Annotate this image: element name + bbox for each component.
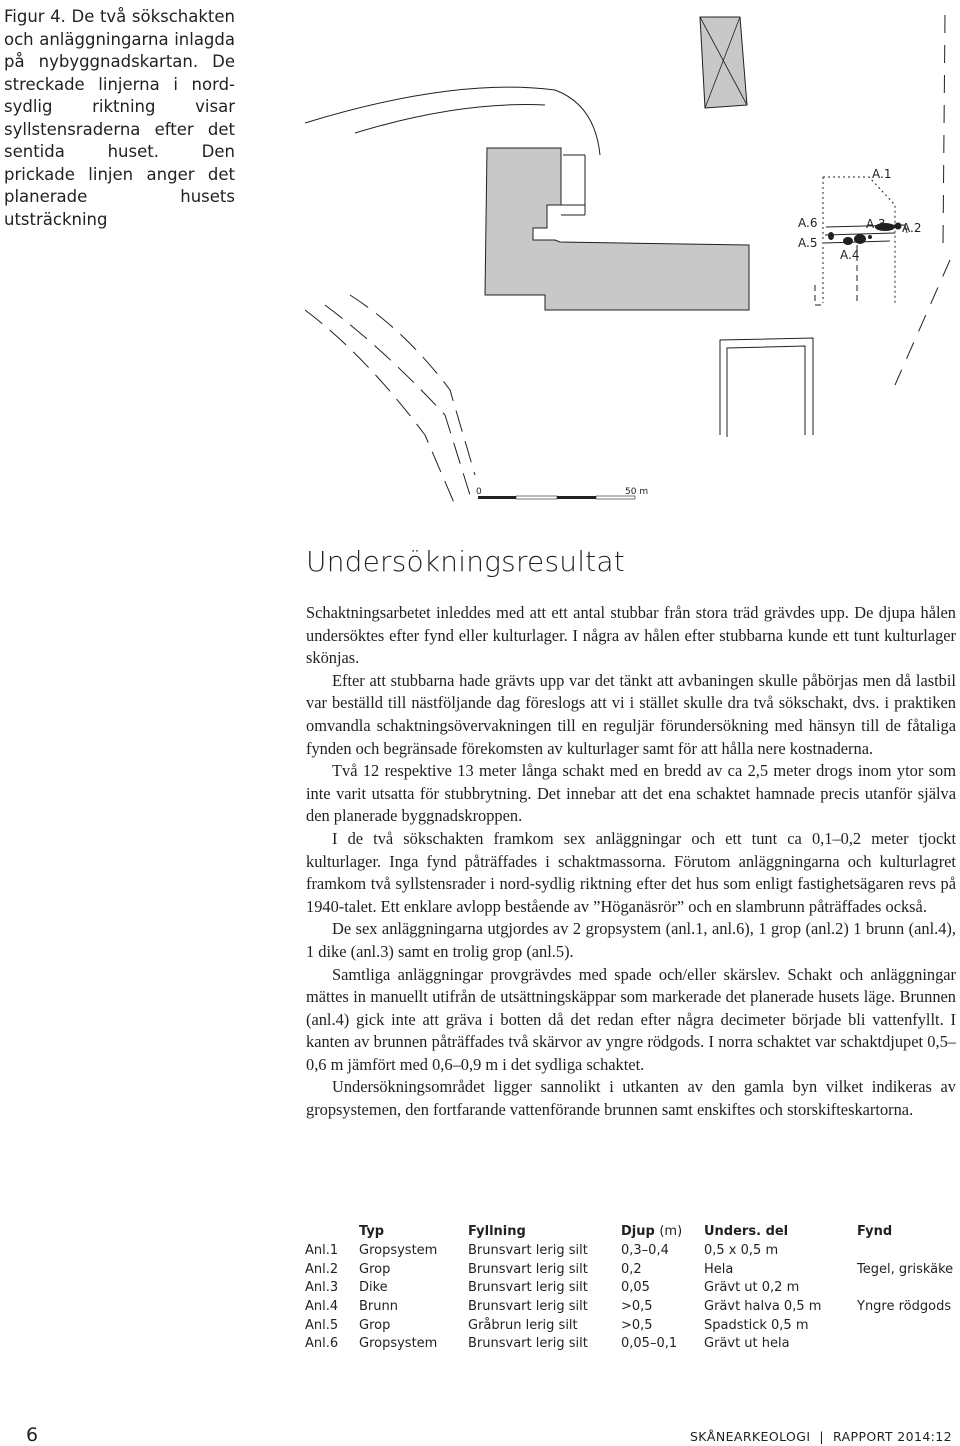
cell-typ: Brunn <box>359 1298 398 1314</box>
paragraph: Två 12 respektive 13 meter långa schakt med en bredd av ca 2,5 meter drogs inom ytor som inte varit utsatta för stubbrytning. Det innebar att det ena schaktet hamnade precis utanför själva den planerade byggnadskroppen. <box>306 761 956 826</box>
cell-unders: Hela <box>704 1261 734 1277</box>
header-unders-a: Unders. <box>704 1223 762 1239</box>
features-table <box>305 1221 957 1353</box>
scale-bar <box>476 487 648 499</box>
report-id: RAPPORT 2014:12 <box>833 1429 952 1444</box>
map-road-curve <box>305 87 600 155</box>
table-row <box>305 1241 957 1260</box>
label-a2: A.2 <box>902 221 922 235</box>
map-dashed-lines <box>895 15 950 385</box>
cell-fynd: Yngre rödgods <box>857 1298 952 1314</box>
cell-djup: 0,05 <box>621 1280 650 1296</box>
cell-fyllning: Brunsvart lerig silt <box>468 1298 588 1314</box>
cell-djup: >0,5 <box>621 1298 653 1314</box>
cell-typ: Gropsystem <box>359 1336 438 1352</box>
cell-typ: Gropsystem <box>359 1242 438 1258</box>
cell-unders: Spadstick 0,5 m <box>704 1317 809 1333</box>
paragraph: Efter att stubbarna hade grävts upp var det tänkt att avbaningen skulle påbörjas men då lastbil var beställd till nästföljande dag föreslogs att vi i stället skulle dra två sökschakt, dvs. i praktiken omvandla schaktningsövervakningen till en reguljär förundersökning med hänsyn till de fåtaliga fynden och begränsade förekomsten av kulturlager samt för att hålla nere kostnaderna. <box>306 670 956 758</box>
paragraph: Undersökningsområdet ligger sannolikt i utkanten av den gamla byn vilket indikeras av gropsystemen, den fortfarande vattenförande brunnen samt enskiftes och storskifteskartorna. <box>306 1077 956 1120</box>
figure-caption: Figur 4. De två sökschakten och anläggningarna inlagda på nybyggnadskartan. De streckade linjerna i nord-sydlig riktning visar syllstensraderna efter det sentida huset. Den prickade linjen anger det planerade husets utsträckning <box>4 7 235 229</box>
table-row <box>305 1260 957 1279</box>
header-djup <box>621 1221 704 1241</box>
header-typ: Typ <box>359 1223 385 1239</box>
label-a4: A.4 <box>840 248 860 262</box>
cell-fynd <box>857 1316 957 1335</box>
cell-id: Anl.1 <box>305 1242 339 1258</box>
header-id <box>305 1221 359 1241</box>
label-a6: A.6 <box>798 216 818 230</box>
cell-djup: 0,3–0,4 <box>621 1242 669 1258</box>
header-fyllning: Fyllning <box>468 1223 526 1239</box>
cell-unders: 0,5 x 0,5 m <box>704 1242 779 1258</box>
table-header-row <box>305 1221 957 1241</box>
cell-fyllning: Brunsvart lerig silt <box>468 1261 588 1277</box>
table-row <box>305 1297 957 1316</box>
label-a5: A.5 <box>798 236 818 250</box>
table-row <box>305 1316 957 1335</box>
site-map <box>295 5 960 515</box>
label-a3: A.3 <box>866 217 886 231</box>
cell-fynd <box>857 1278 957 1297</box>
cell-djup: 0,2 <box>621 1261 642 1277</box>
cell-id: Anl.2 <box>305 1261 339 1277</box>
cell-fynd <box>857 1241 957 1260</box>
cell-djup: 0,05–0,1 <box>621 1336 678 1352</box>
page-number: 6 <box>26 1424 39 1446</box>
paragraph: I de två sökschakten framkom sex anläggningar och ett tunt ca 0,1–0,2 meter tjockt kulturlager. Inga fynd påträffades i schaktmassorna. Förutom anläggningarna och kulturlagret framkom två syllstensrader i nord-sydlig riktning efter det hus som enligt fastighetsägaren revs på 1940-talet. Ett enklare avlopp bestående av ”Höganäsrör” och en slambrunn påträffades också. <box>306 828 956 916</box>
cell-unders: Grävt ut hela <box>704 1336 790 1352</box>
table-row <box>305 1334 957 1353</box>
cell-djup: >0,5 <box>621 1317 653 1333</box>
body-text <box>306 602 956 1122</box>
cell-fyllning: Brunsvart lerig silt <box>468 1280 588 1296</box>
scale-start-label: 0 <box>476 487 482 497</box>
cell-id: Anl.5 <box>305 1317 339 1333</box>
cell-unders: Grävt ut 0,2 m <box>704 1280 800 1296</box>
cell-fyllning: Brunsvart lerig silt <box>468 1242 588 1258</box>
paragraph: Samtliga anläggningar provgrävdes med spade och/eller skärslev. Schakt och anläggningar mättes in manuellt utifrån de utsättningskäppar som markerade det planerade husets läge. Brunnen (anl.4) gick inte att gräva i botten då det redan efter några decimeter började bli vattenfyllt. I kanten av brunnen påträffades två skärvor av yngre rödgods. I norra schaktet var schaktdjupet 0,5–0,6 m jämfört med 0,6–0,9 m i det sydliga schaktet. <box>306 964 956 1074</box>
cell-id: Anl.4 <box>305 1298 339 1314</box>
cell-unders: Grävt halva 0,5 m <box>704 1298 822 1314</box>
header-unders <box>704 1221 857 1241</box>
header-unders-b: del <box>765 1223 789 1239</box>
map-building-south <box>720 338 813 437</box>
map-building-north <box>700 17 747 108</box>
publisher-name: SKÅNEARKEOLOGI <box>689 1429 811 1444</box>
cell-typ: Dike <box>359 1280 388 1296</box>
cell-fyllning: Gråbrun lerig silt <box>468 1317 578 1333</box>
header-fynd: Fynd <box>857 1223 893 1239</box>
footer-separator: | <box>819 1429 825 1444</box>
header-djup-label: Djup <box>621 1223 655 1239</box>
cell-id: Anl.6 <box>305 1336 339 1352</box>
paragraph: Schaktningsarbetet inleddes med att ett antal stubbar från stora träd grävdes upp. De djupa hålen undersöktes efter fynd eller kulturlager. I några av hålen efter stubbarna kunde ett tunt kulturlager skönjas. <box>306 603 956 668</box>
cell-typ: Grop <box>359 1261 391 1277</box>
map-building-main <box>485 148 749 310</box>
paragraph: De sex anläggningarna utgjordes av 2 gropsystem (anl.1, anl.6), 1 grop (anl.2) 1 brunn (anl.4), 1 dike (anl.3) samt en trolig grop (anl.5). <box>306 919 956 961</box>
cell-fynd: Tegel, griskäke <box>857 1261 954 1277</box>
running-footer <box>690 1429 952 1444</box>
label-a1: A.1 <box>872 167 892 181</box>
cell-fyllning: Brunsvart lerig silt <box>468 1336 588 1352</box>
map-road-dashed <box>305 295 475 505</box>
cell-fynd <box>857 1334 957 1353</box>
cell-typ: Grop <box>359 1317 391 1333</box>
scale-end-label: 50 m <box>625 487 649 497</box>
header-djup-unit: (m) <box>659 1223 683 1239</box>
cell-id: Anl.3 <box>305 1280 339 1296</box>
section-heading: Undersökningsresultat <box>306 545 625 578</box>
table-row <box>305 1278 957 1297</box>
